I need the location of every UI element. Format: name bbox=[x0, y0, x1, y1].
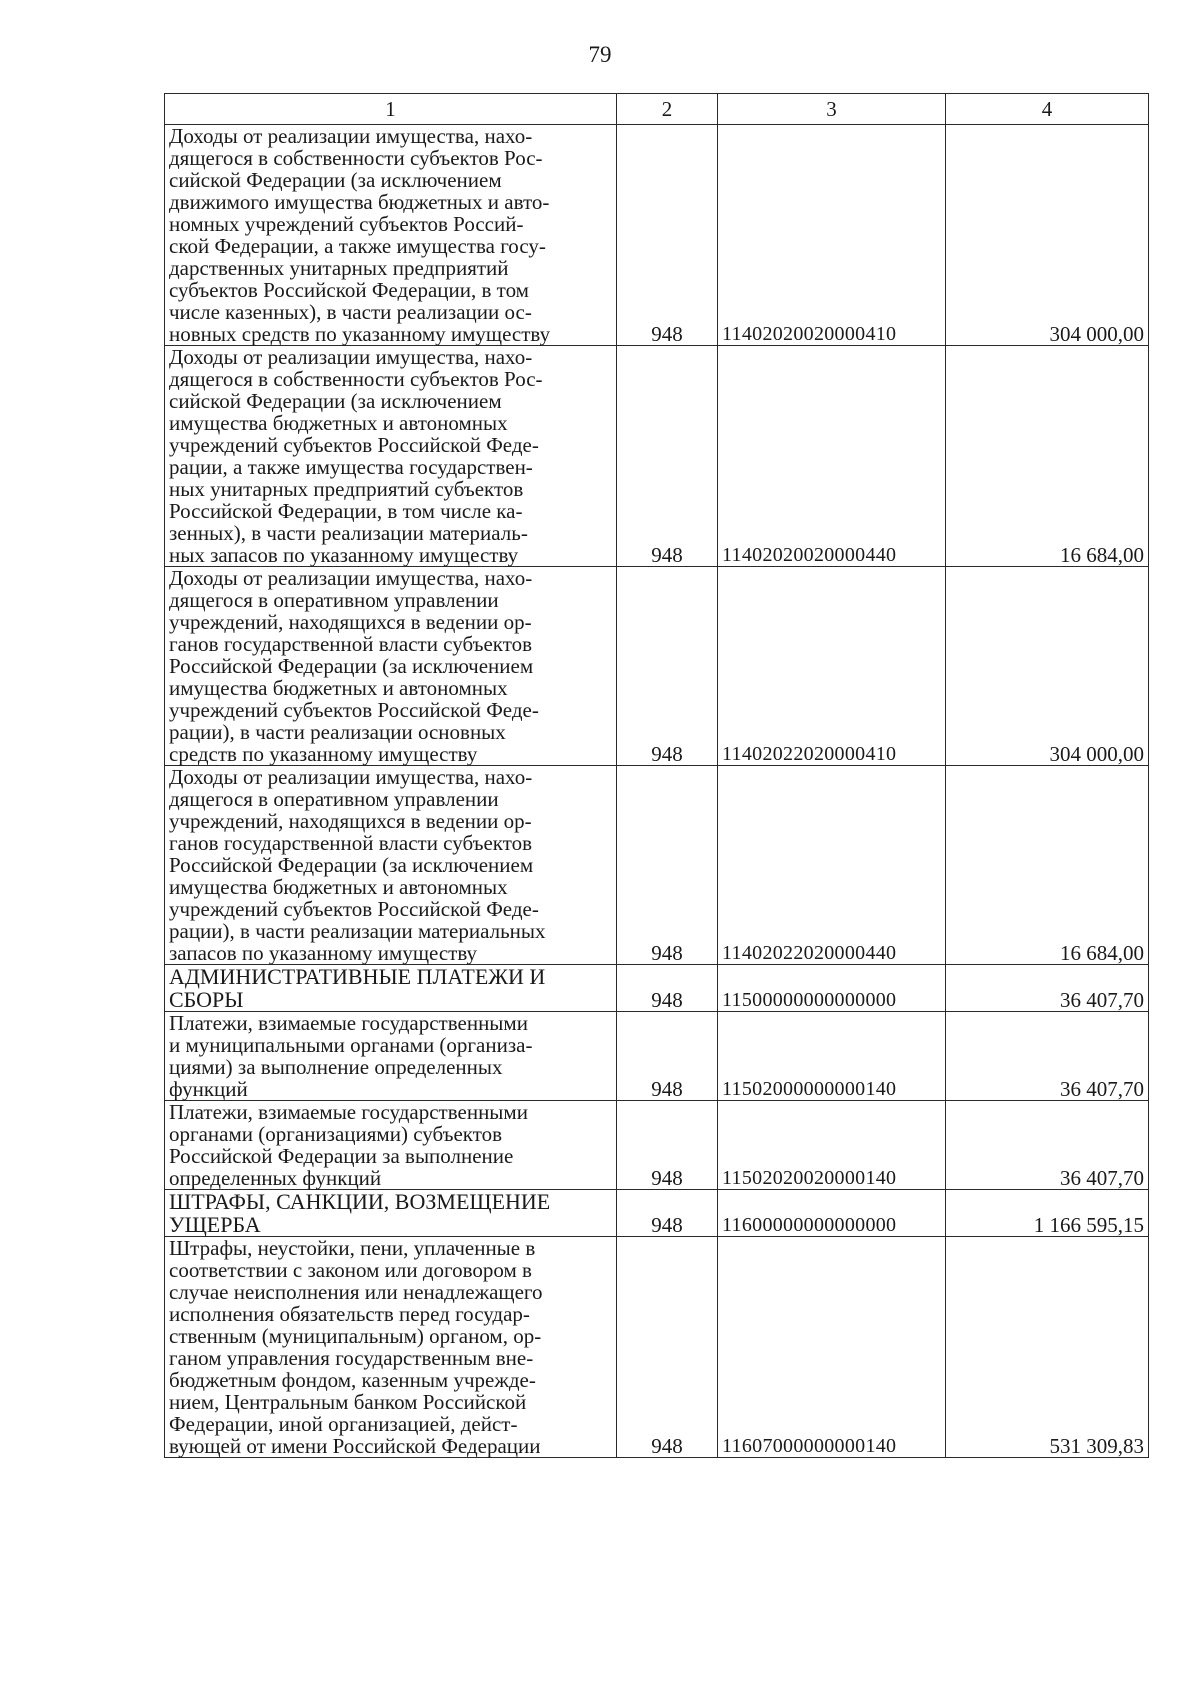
revenue-name-cell: Доходы от реализации имущества, нахо- дящегося в оперативном управлении учреждений, находящихся в ведении ор- ганов государственной власти субъектов Российской Федерации (за исключением имущества бюджетных и автономных учреждений субъектов Российской Феде- рации), в части реализации основных средств по указанному имуществу bbox=[165, 567, 617, 766]
column-header-3: 3 bbox=[718, 94, 946, 125]
table-header-row bbox=[165, 94, 1149, 125]
table-row bbox=[165, 1012, 1149, 1101]
budget-code-cell: 11607000000000140 bbox=[718, 1237, 946, 1458]
table-row bbox=[165, 125, 1149, 346]
table-row bbox=[165, 1190, 1149, 1237]
page-number: 79 bbox=[588, 42, 612, 67]
admin-code-cell: 948 bbox=[617, 965, 718, 1012]
revenue-name-cell: Платежи, взимаемые государственными и муниципальными органами (организа- циями) за выполнение определенных функций bbox=[165, 1012, 617, 1101]
budget-code-cell: 11600000000000000 bbox=[718, 1190, 946, 1237]
revenue-name-cell: Штрафы, неустойки, пени, уплаченные в соответствии с законом или договором в случае неисполнения или ненадлежащего исполнения обязательств перед государ- ственным (муниципальным) органом, ор- ганом управления государственным вне- бюджетным фондом, казенным учрежде- нием, Центральным банком Российской Федерации, иной организацией, дейст- вующей от имени Российской Федерации bbox=[165, 1237, 617, 1458]
amount-cell: 36 407,70 bbox=[946, 1012, 1149, 1101]
amount-cell: 531 309,83 bbox=[946, 1237, 1149, 1458]
table-row bbox=[165, 346, 1149, 567]
column-header-1: 1 bbox=[165, 94, 617, 125]
column-header-2: 2 bbox=[617, 94, 718, 125]
revenue-name-cell: Доходы от реализации имущества, нахо- дящегося в собственности субъектов Рос- сийской Федерации (за исключением движимого имущества бюджетных и авто- номных учреждений субъектов Россий- ской Федерации, а также имущества госу- дарственных унитарных предприятий субъектов Российской Федерации, в том числе казенных), в части реализации ос- новных средств по указанному имуществу bbox=[165, 125, 617, 346]
amount-cell: 16 684,00 bbox=[946, 346, 1149, 567]
amount-cell: 304 000,00 bbox=[946, 567, 1149, 766]
budget-code-cell: 11402022020000440 bbox=[718, 766, 946, 965]
revenue-table bbox=[164, 93, 1149, 1458]
table-row bbox=[165, 1101, 1149, 1190]
admin-code-cell: 948 bbox=[617, 1237, 718, 1458]
revenue-name-cell: Доходы от реализации имущества, нахо- дящегося в собственности субъектов Рос- сийской Федерации (за исключением имущества бюджетных и автономных учреждений субъектов Российской Феде- рации, а также имущества государствен- ных унитарных предприятий субъектов Российской Федерации, в том числе ка- зенных), в части реализации материаль- ных запасов по указанному имуществу bbox=[165, 346, 617, 567]
revenue-name-cell: ШТРАФЫ, САНКЦИИ, ВОЗМЕЩЕНИЕ УЩЕРБА bbox=[165, 1190, 617, 1237]
budget-code-cell: 11502000000000140 bbox=[718, 1012, 946, 1101]
revenue-name-cell: АДМИНИСТРАТИВНЫЕ ПЛАТЕЖИ И СБОРЫ bbox=[165, 965, 617, 1012]
table-row bbox=[165, 766, 1149, 965]
table-row bbox=[165, 567, 1149, 766]
table-row bbox=[165, 965, 1149, 1012]
table-body bbox=[165, 125, 1149, 1458]
budget-code-cell: 11402022020000410 bbox=[718, 567, 946, 766]
table-row bbox=[165, 1237, 1149, 1458]
revenue-name-cell: Платежи, взимаемые государственными органами (организациями) субъектов Российской Федерации за выполнение определенных функций bbox=[165, 1101, 617, 1190]
admin-code-cell: 948 bbox=[617, 1012, 718, 1101]
admin-code-cell: 948 bbox=[617, 766, 718, 965]
admin-code-cell: 948 bbox=[617, 346, 718, 567]
budget-code-cell: 11500000000000000 bbox=[718, 965, 946, 1012]
budget-code-cell: 11402020020000440 bbox=[718, 346, 946, 567]
admin-code-cell: 948 bbox=[617, 567, 718, 766]
amount-cell: 1 166 595,15 bbox=[946, 1190, 1149, 1237]
column-header-4: 4 bbox=[946, 94, 1149, 125]
budget-code-cell: 11402020020000410 bbox=[718, 125, 946, 346]
budget-code-cell: 11502020020000140 bbox=[718, 1101, 946, 1190]
admin-code-cell: 948 bbox=[617, 1101, 718, 1190]
admin-code-cell: 948 bbox=[617, 125, 718, 346]
amount-cell: 36 407,70 bbox=[946, 1101, 1149, 1190]
amount-cell: 36 407,70 bbox=[946, 965, 1149, 1012]
amount-cell: 16 684,00 bbox=[946, 766, 1149, 965]
amount-cell: 304 000,00 bbox=[946, 125, 1149, 346]
revenue-name-cell: Доходы от реализации имущества, нахо- дящегося в оперативном управлении учреждений, находящихся в ведении ор- ганов государственной власти субъектов Российской Федерации (за исключением имущества бюджетных и автономных учреждений субъектов Российской Феде- рации), в части реализации материальных запасов по указанному имуществу bbox=[165, 766, 617, 965]
admin-code-cell: 948 bbox=[617, 1190, 718, 1237]
